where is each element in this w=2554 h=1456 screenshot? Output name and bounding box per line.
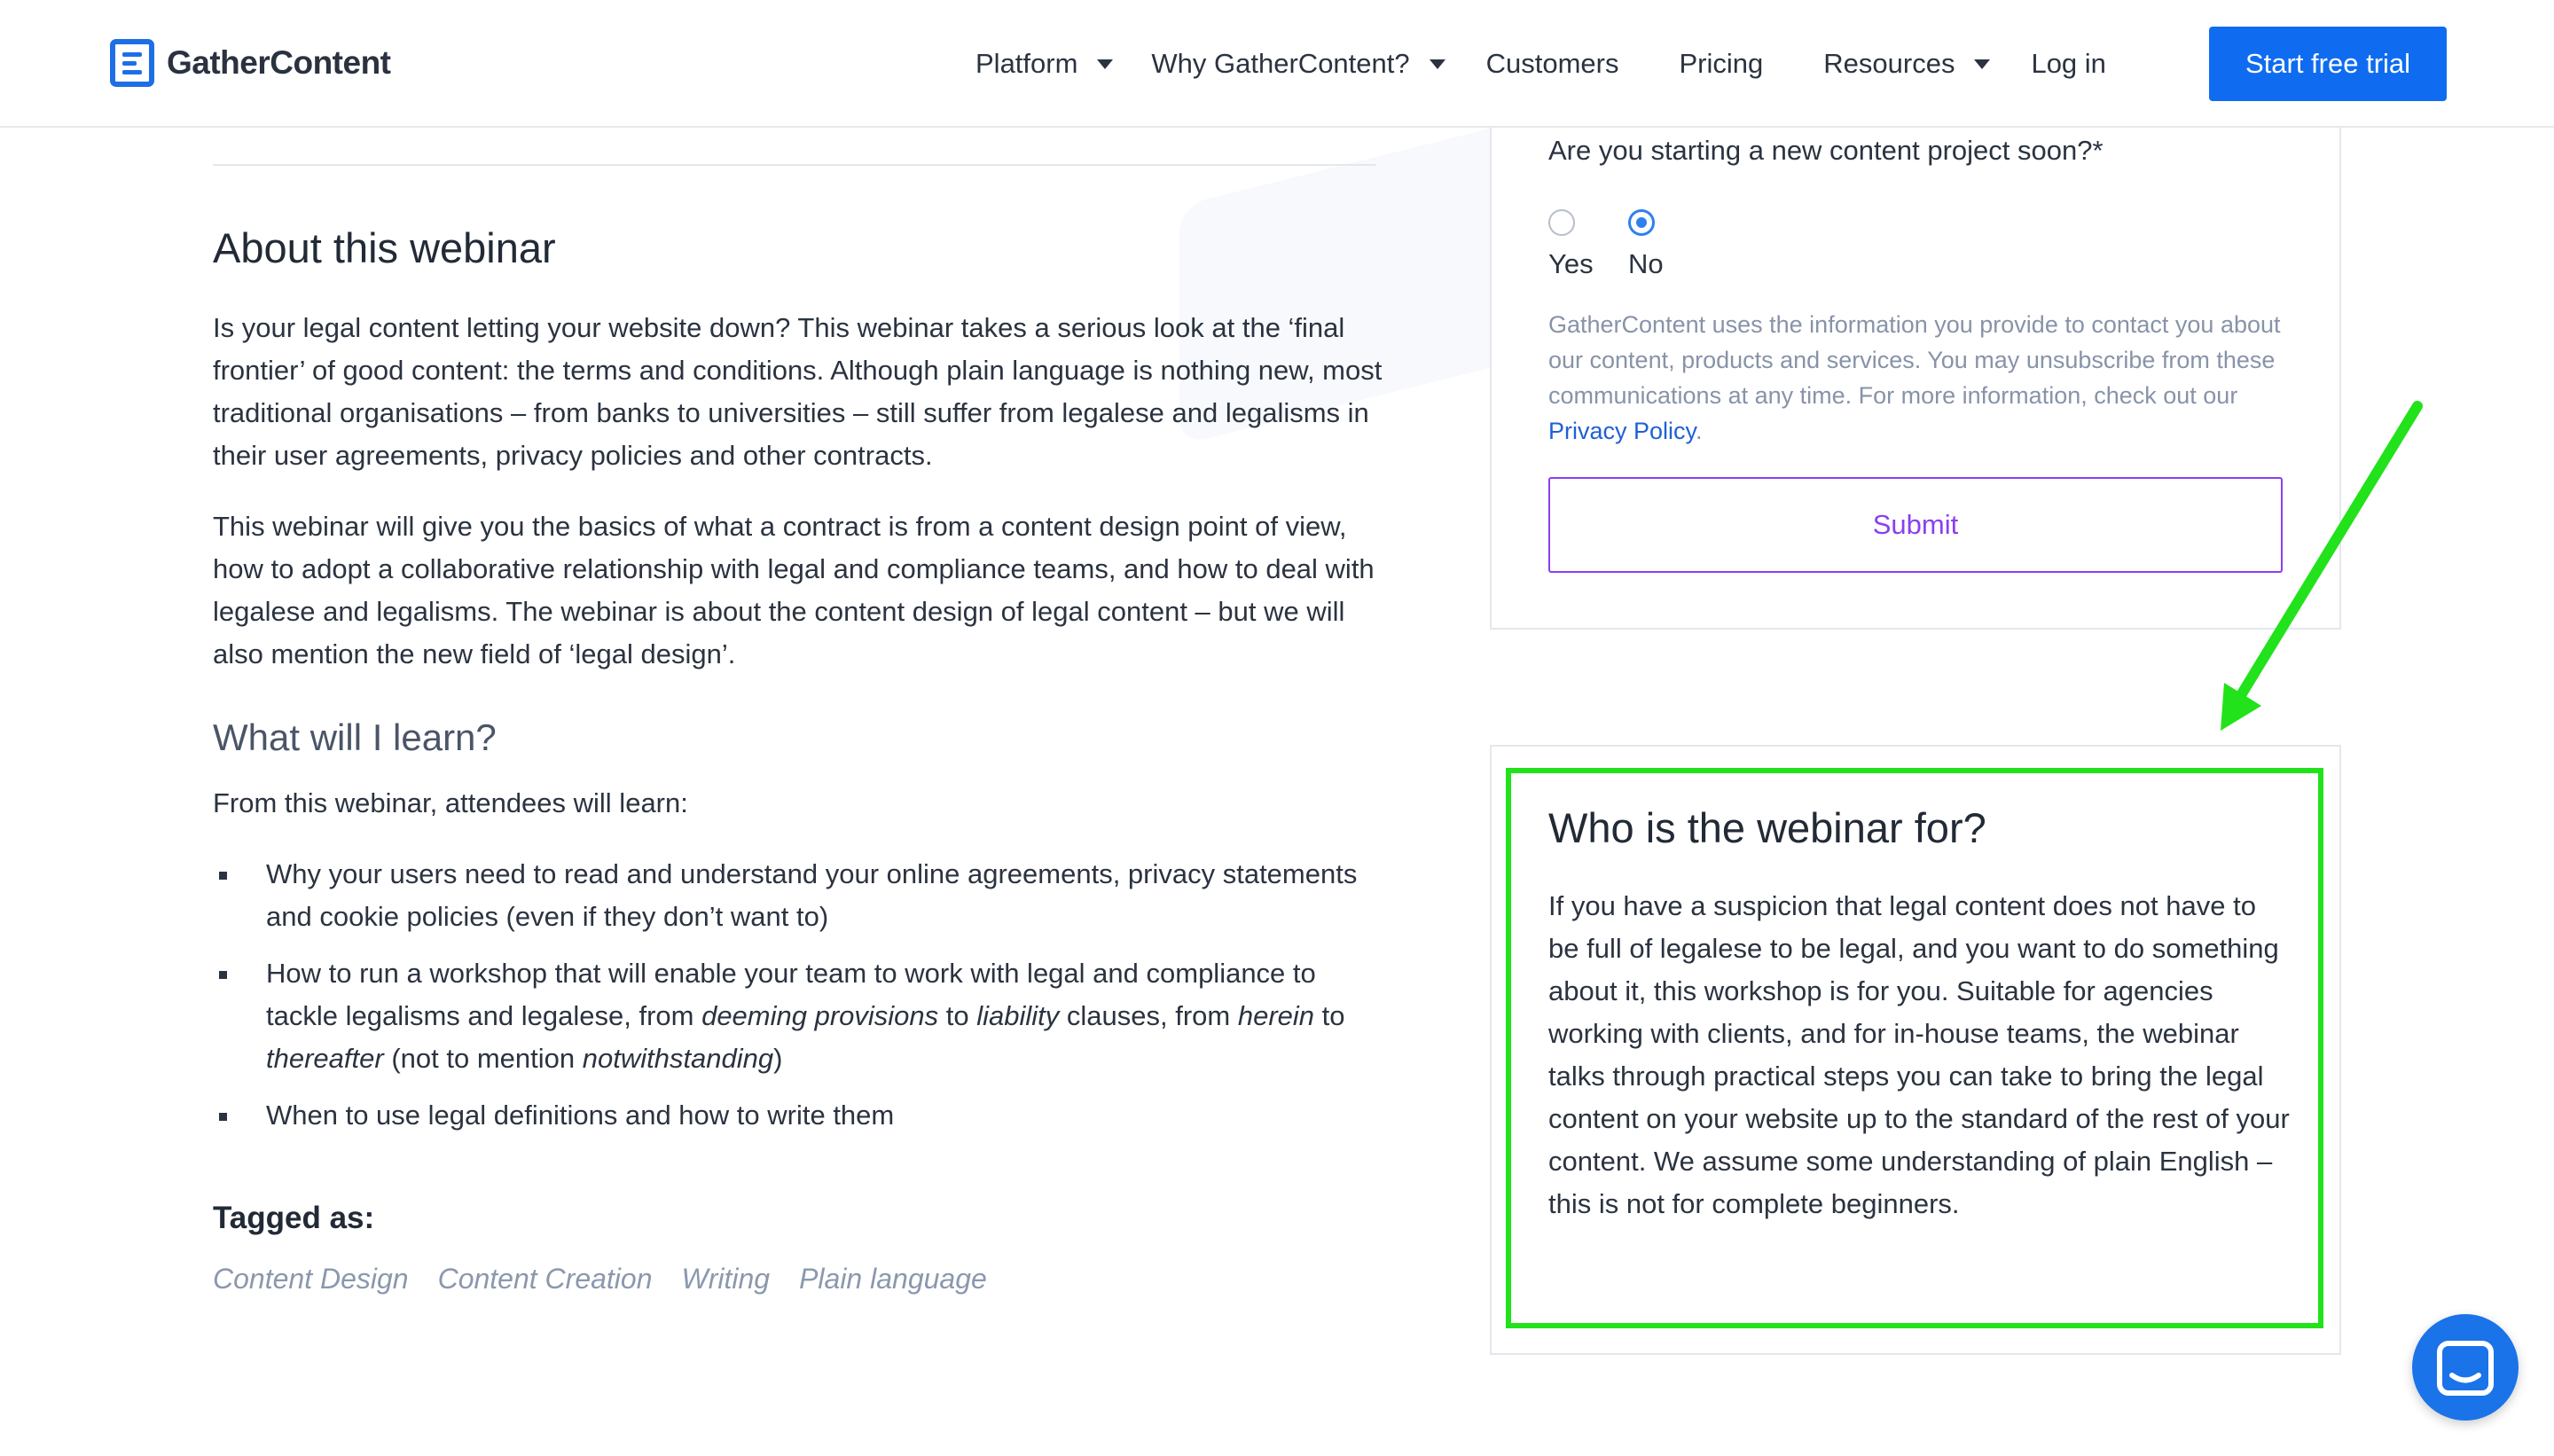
chat-launcher-button[interactable] bbox=[2412, 1314, 2519, 1421]
learn-intro: From this webinar, attendees will learn: bbox=[213, 787, 688, 818]
radio-label: No bbox=[1628, 248, 1664, 279]
about-heading: About this webinar bbox=[213, 224, 556, 271]
tag-list bbox=[213, 1263, 1016, 1296]
nav-item-why-gathercontent[interactable] bbox=[1151, 48, 1445, 80]
radio-option-no[interactable] bbox=[1628, 209, 1708, 280]
nav-item-label: Why GatherContent? bbox=[1151, 48, 1410, 79]
logo[interactable] bbox=[110, 39, 391, 87]
list-text: Why your users need to read and understand your online agreements, privacy statements and cookie policies (even if they don’t want to) bbox=[266, 858, 1358, 932]
nav-item-log-in[interactable] bbox=[2031, 48, 2105, 80]
who-body: If you have a suspicion that legal content does not have to be full of legalese to be legal, and you want to do something about it, this workshop is for you. Suitable for agencies working with clients, and for in-house teams, the webinar talks through practical steps you can take to bring the legal content on your website up to the standard of the rest of your content. We assume some understanding of plain English – this is not for complete beginners. bbox=[1548, 890, 2290, 1219]
radio-no[interactable] bbox=[1628, 209, 1655, 236]
list-text: (not to mention bbox=[383, 1043, 583, 1074]
learn-heading: What will I learn? bbox=[213, 716, 497, 758]
disclaimer-end: . bbox=[1696, 418, 1703, 444]
nav-item-customers[interactable] bbox=[1486, 48, 1619, 80]
main-nav bbox=[975, 27, 2106, 101]
learn-list bbox=[213, 853, 1392, 1151]
list-text: When to use legal definitions and how to write them bbox=[266, 1100, 895, 1131]
learn-list-item bbox=[213, 853, 1392, 938]
nav-item-platform[interactable] bbox=[975, 48, 1113, 80]
radio-yes[interactable] bbox=[1548, 209, 1575, 236]
radio-label: Yes bbox=[1548, 248, 1594, 279]
disclaimer-text: GatherContent uses the information you provide to contact you about our content, products and services. You may unsubscribe from these communications at any time. For more information, check out our bbox=[1548, 311, 2281, 409]
nav-item-label: Log in bbox=[2031, 48, 2106, 79]
green-arrow-annotation bbox=[2208, 390, 2439, 745]
nav-item-label: Customers bbox=[1485, 48, 1619, 79]
about-paragraph: Is your legal content letting your website down? This webinar takes a serious look at the ‘final frontier’ of good content: the terms and conditions. Although plain language is nothing new, most traditional organisations – from banks to universities – still suffer from legalese and legalisms in their user agreements, privacy policies and other contracts. bbox=[213, 312, 1383, 471]
privacy-policy-link[interactable]: Privacy Policy bbox=[1548, 418, 1696, 444]
chat-launcher-icon bbox=[2412, 1314, 2519, 1421]
section-divider bbox=[213, 164, 1376, 166]
caret-down-icon bbox=[1974, 59, 1990, 69]
site-header bbox=[0, 0, 2554, 128]
about-paragraph: This webinar will give you the basics of what a contract is from a content design point of view, how to adopt a collaborative relationship with legal and compliance teams, and how to deal with legalese and legalisms. The webinar is about the content design of legal content – but we will also mention the new field of ‘legal design’. bbox=[213, 511, 1375, 669]
list-text: clauses, from bbox=[1059, 1000, 1238, 1031]
nav-item-label: Platform bbox=[975, 48, 1078, 79]
caret-down-icon bbox=[1097, 59, 1113, 69]
nav-item-resources[interactable] bbox=[1823, 48, 1990, 80]
caret-down-icon bbox=[1430, 59, 1445, 69]
learn-list-item bbox=[213, 1094, 1392, 1137]
who-heading: Who is the webinar for? bbox=[1548, 804, 1986, 851]
logo-text: GatherContent bbox=[167, 44, 391, 81]
submit-button[interactable]: Submit bbox=[1548, 477, 2283, 573]
italic-term: deeming provisions bbox=[701, 1000, 939, 1031]
learn-list-item bbox=[213, 952, 1392, 1080]
tag-link[interactable]: Content Creation bbox=[437, 1263, 653, 1295]
gathercontent-logo-icon bbox=[110, 39, 154, 87]
list-text: How to run a workshop that will enable your team to work with legal and compliance to tackle legalisms and legalese, from bbox=[266, 958, 1316, 1031]
project-radio-group bbox=[1548, 209, 1708, 280]
italic-term: liability bbox=[976, 1000, 1060, 1031]
tag-link[interactable]: Plain language bbox=[799, 1263, 987, 1295]
italic-term: herein bbox=[1237, 1000, 1315, 1031]
nav-item-label: Resources bbox=[1823, 48, 1955, 79]
radio-option-yes[interactable] bbox=[1548, 209, 1628, 280]
tag-link[interactable]: Writing bbox=[681, 1263, 771, 1295]
italic-term: notwithstanding bbox=[582, 1043, 774, 1074]
list-text: ) bbox=[773, 1043, 783, 1074]
tag-link[interactable]: Content Design bbox=[213, 1263, 409, 1295]
list-text: to bbox=[1314, 1000, 1345, 1031]
list-text: to bbox=[938, 1000, 977, 1031]
project-question-label: Are you starting a new content project soon?* bbox=[1548, 135, 2104, 166]
italic-term: thereafter bbox=[266, 1043, 384, 1074]
privacy-disclaimer bbox=[1548, 307, 2302, 449]
tagged-label: Tagged as: bbox=[213, 1201, 375, 1235]
start-free-trial-button[interactable]: Start free trial bbox=[2209, 27, 2447, 101]
nav-item-label: Pricing bbox=[1679, 48, 1764, 79]
nav-item-pricing[interactable] bbox=[1680, 48, 1764, 80]
